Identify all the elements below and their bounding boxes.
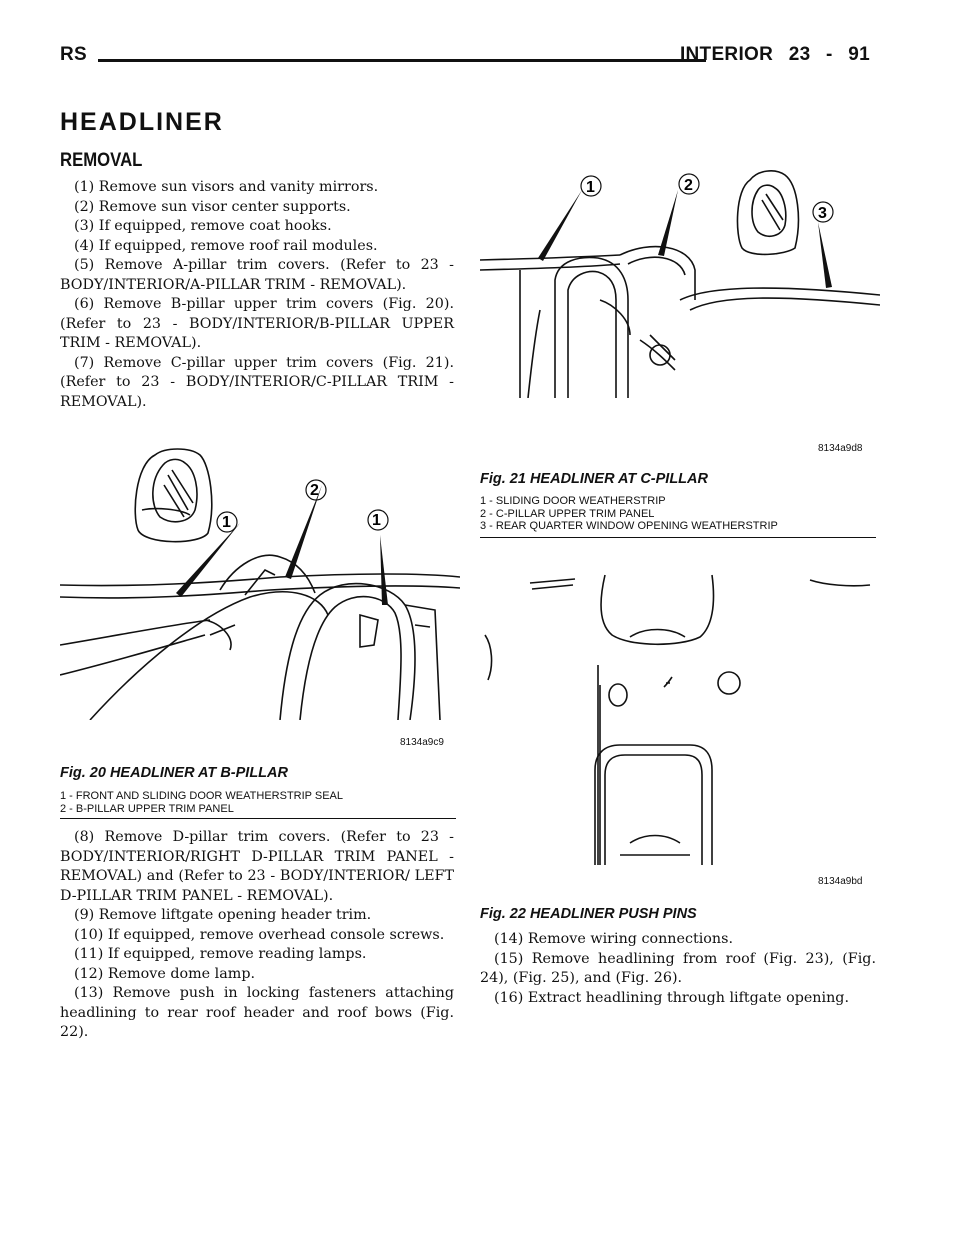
step-13: (13) Remove push in locking fasteners attaching headlining to rear roof header and roof bows (Fig. 22). — [60, 985, 454, 1040]
step-7: (7) Remove C-pillar upper trim covers (Fig. 21). (Refer to 23 - BODY/INTERIOR/C-PILLAR TRIM - REMOVAL). — [60, 354, 454, 410]
fig21-caption: Fig. 21 HEADLINER AT C-PILLAR — [480, 471, 708, 487]
step-14: (14) Remove wiring connections. — [494, 931, 733, 947]
fig21-callout-2: 2 — [684, 177, 693, 194]
fig21-legend-item: 2 - C-PILLAR UPPER TRIM PANEL — [480, 507, 655, 520]
fig20-callout-1a: 1 — [222, 514, 231, 531]
page-title: HEADLINER — [60, 108, 224, 136]
figure-22-illustration — [480, 565, 880, 865]
step-1: (1) Remove sun visors and vanity mirrors. — [74, 179, 379, 195]
fig21-legend-item: 3 - REAR QUARTER WINDOW OPENING WEATHERSTRIP — [480, 520, 778, 532]
step-3: (3) If equipped, remove coat hooks. — [74, 218, 332, 234]
steps-column-2 — [480, 930, 876, 1008]
header-model-code: RS — [60, 44, 87, 65]
header-section-page — [680, 44, 870, 66]
fig21-legend-item: 1 - SLIDING DOOR WEATHERSTRIP — [480, 495, 666, 507]
step-6: (6) Remove B-pillar upper trim covers (Fig. 20). (Refer to 23 - BODY/INTERIOR/B-PILLAR UPPER TRIM - REMOVAL). — [60, 296, 454, 351]
header-rule — [98, 59, 706, 62]
step-9: (9) Remove liftgate opening header trim. — [74, 907, 372, 923]
step-4: (4) If equipped, remove roof rail modules. — [74, 237, 378, 254]
fig20-image-code: 8134a9c9 — [400, 737, 444, 748]
header-section: INTERIOR — [679, 44, 774, 65]
step-8: (8) Remove D-pillar trim covers. (Refer to 23 - BODY/INTERIOR/RIGHT D-PILLAR TRIM PANEL - REMOVAL) and (Refer to 23 - BODY/INTERIOR/ LEFT D-PILLAR TRIM PANEL - REMOVAL). — [60, 829, 454, 904]
fig21-legend — [480, 495, 778, 533]
step-2: (2) Remove sun visor center supports. — [74, 198, 351, 215]
fig20-callout-1b: 1 — [372, 512, 381, 529]
fig22-image-code: 8134a9bd — [818, 876, 863, 887]
step-11: (11) If equipped, remove reading lamps. — [74, 946, 367, 962]
step-10: (10) If equipped, remove overhead console screws. — [74, 926, 445, 943]
steps-column-1-top — [60, 178, 454, 412]
fig20-legend-item: 2 - B-PILLAR UPPER TRIM PANEL — [60, 802, 234, 815]
fig20-callout-2: 2 — [310, 482, 319, 499]
step-5: (5) Remove A-pillar trim covers. (Refer to 23 - BODY/INTERIOR/A-PILLAR TRIM - REMOVAL). — [60, 257, 454, 293]
section-subtitle: REMOVAL — [60, 150, 143, 171]
fig21-legend-rule — [480, 537, 876, 538]
fig22-caption: Fig. 22 HEADLINER PUSH PINS — [480, 906, 697, 922]
step-16: (16) Extract headlining through liftgate opening. — [494, 989, 849, 1006]
figure-21-illustration — [480, 160, 880, 398]
step-15: (15) Remove headlining from roof (Fig. 23), (Fig. 24), (Fig. 25), and (Fig. 26). — [480, 950, 876, 986]
header-page-number: 23 - 91 — [788, 44, 870, 65]
figure-20-illustration — [60, 445, 460, 720]
steps-column-1-bottom — [60, 828, 454, 1043]
step-12: (12) Remove dome lamp. — [74, 965, 256, 982]
fig20-legend-item: 1 - FRONT AND SLIDING DOOR WEATHERSTRIP SEAL — [60, 790, 343, 802]
fig20-legend-rule — [60, 818, 456, 819]
fig21-image-code: 8134a9d8 — [818, 443, 863, 454]
fig20-legend — [60, 790, 343, 815]
fig21-callout-1: 1 — [586, 179, 595, 196]
fig20-caption: Fig. 20 HEADLINER AT B-PILLAR — [60, 765, 288, 781]
fig21-callout-3: 3 — [818, 205, 827, 222]
